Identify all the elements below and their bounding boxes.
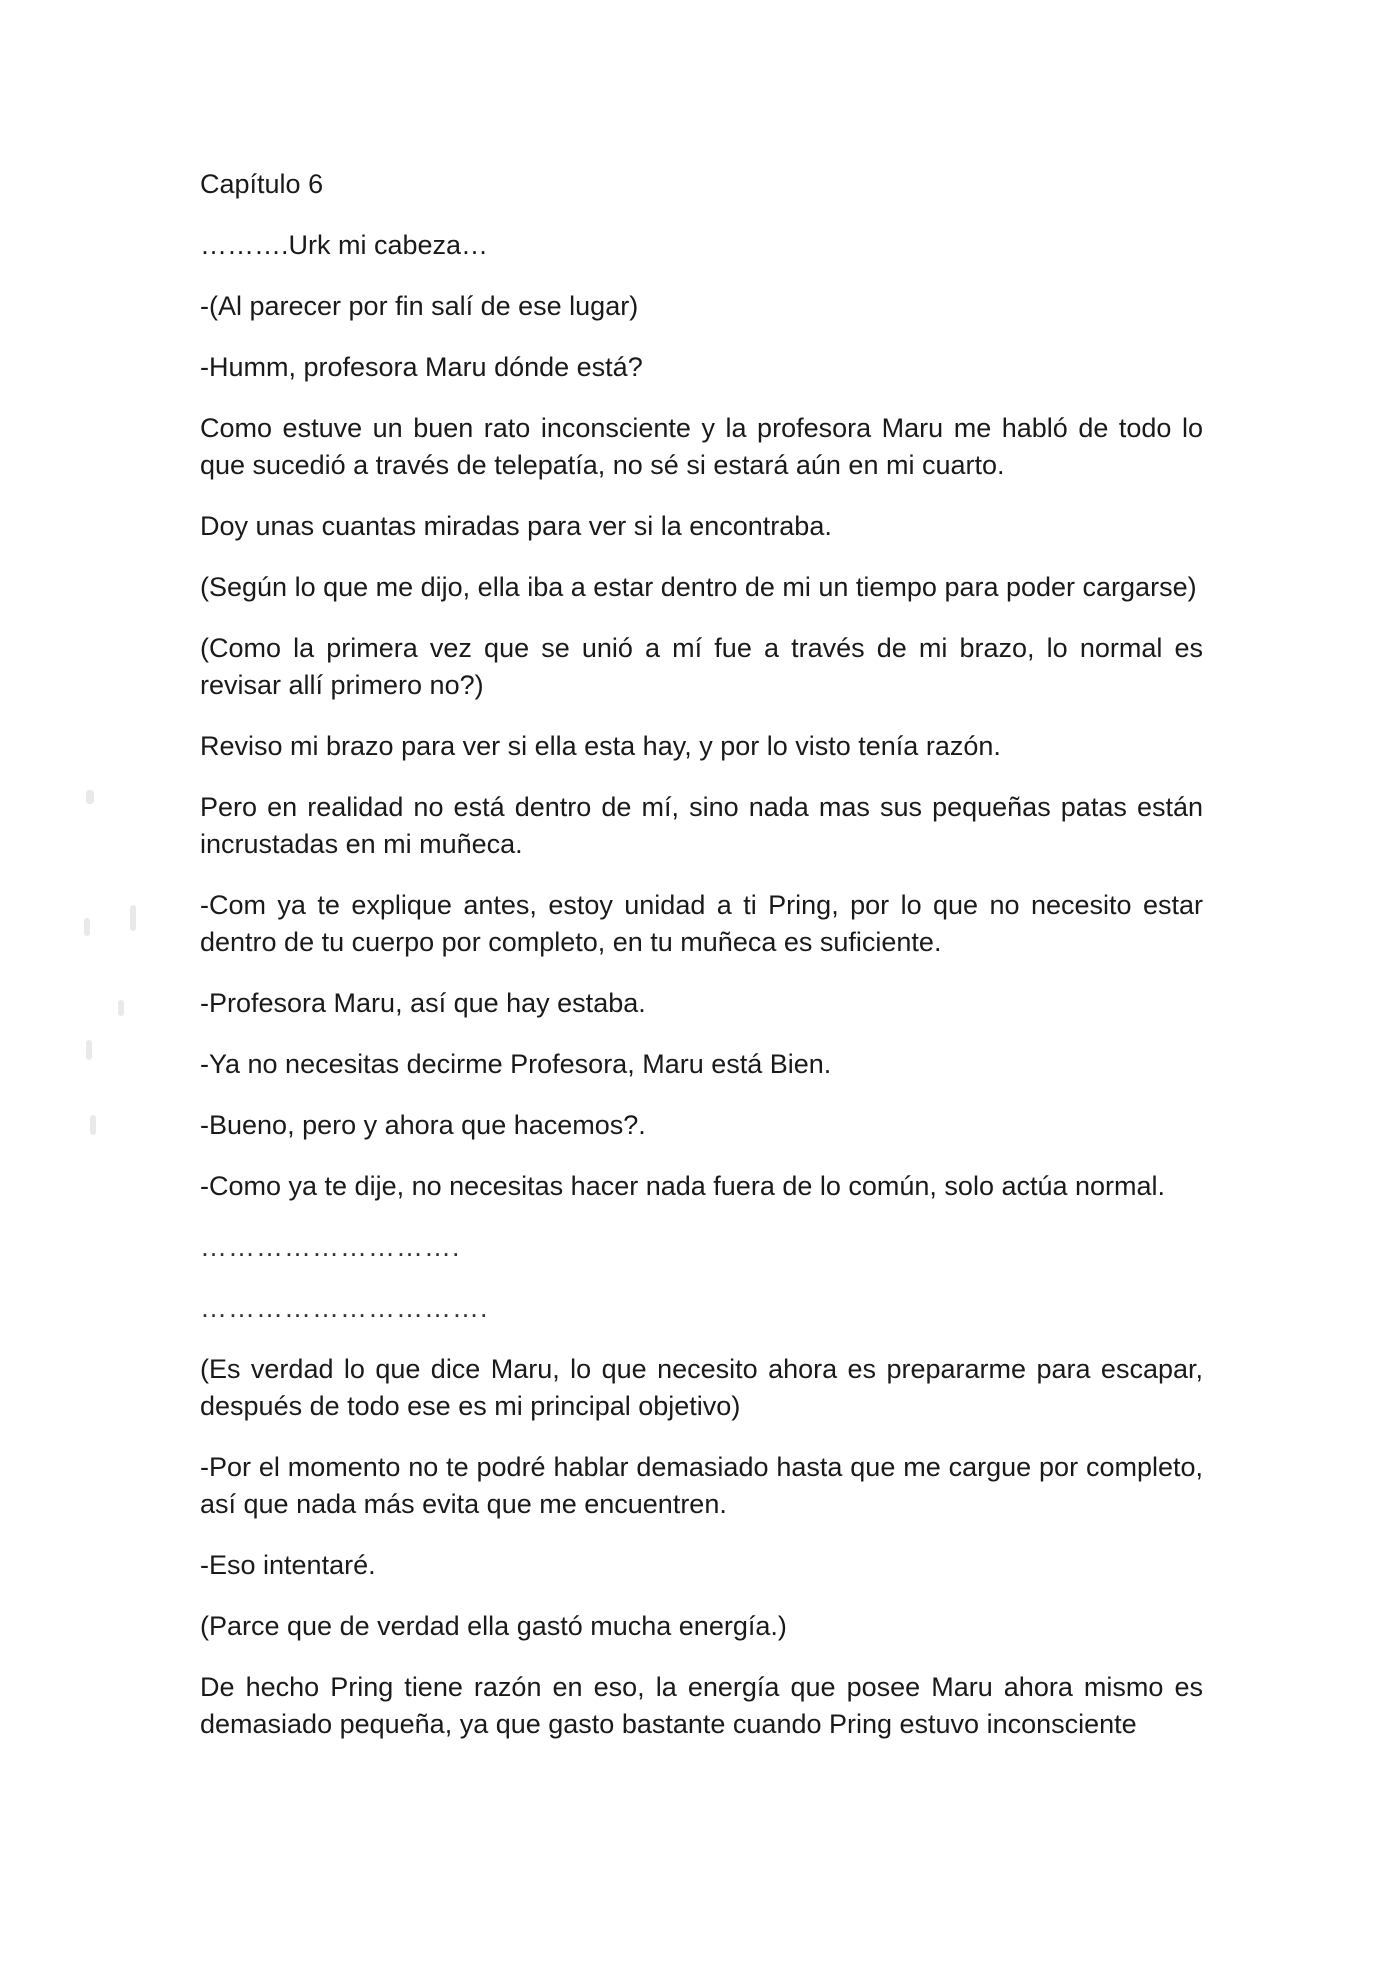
paragraph-18: -Por el momento no te podré hablar demasiado hasta que me cargue por completo, así que nada más evita que me encuentren. bbox=[200, 1452, 1203, 1519]
paragraph-8: Reviso mi brazo para ver si ella esta hay, y por lo visto tenía razón. bbox=[200, 731, 1001, 761]
paragraph-13: -Bueno, pero y ahora que hacemos?. bbox=[200, 1110, 646, 1140]
paragraph-3: -Humm, profesora Maru dónde está? bbox=[200, 352, 643, 382]
chapter-title: Capítulo 6 bbox=[200, 169, 324, 199]
paragraph-9: Pero en realidad no está dentro de mí, sino nada mas sus pequeñas patas están incrustadas en mi muñeca. bbox=[200, 792, 1203, 859]
scan-mark bbox=[84, 918, 90, 936]
paragraph-11: -Profesora Maru, así que hay estaba. bbox=[200, 988, 646, 1018]
scan-mark bbox=[86, 790, 94, 804]
paragraph-21: De hecho Pring tiene razón en eso, la energía que posee Maru ahora mismo es demasiado pequeña, ya que gasto bastante cuando Pring estuvo inconsciente bbox=[200, 1672, 1203, 1739]
paragraph-12: -Ya no necesitas decirme Profesora, Maru está Bien. bbox=[200, 1049, 832, 1079]
scan-mark bbox=[118, 1000, 124, 1016]
paragraph-14: -Como ya te dije, no necesitas hacer nada fuera de lo común, solo actúa normal. bbox=[200, 1171, 1166, 1201]
paragraph-4: Como estuve un buen rato inconsciente y la profesora Maru me habló de todo lo que sucedió a través de telepatía, no sé si estará aún en mi cuarto. bbox=[200, 413, 1203, 480]
document-body bbox=[200, 166, 1203, 1767]
ellipsis-line-1: ………………………. bbox=[200, 1232, 461, 1262]
scan-mark bbox=[90, 1115, 96, 1135]
scan-mark bbox=[130, 905, 136, 931]
scan-mark bbox=[86, 1040, 92, 1060]
paragraph-10: -Com ya te explique antes, estoy unidad a ti Pring, por lo que no necesito estar dentro de tu cuerpo por completo, en tu muñeca es suficiente. bbox=[200, 890, 1203, 957]
paragraph-19: -Eso intentaré. bbox=[200, 1550, 376, 1580]
paragraph-1: ……….Urk mi cabeza… bbox=[200, 230, 489, 260]
paragraph-7: (Como la primera vez que se unió a mí fue a través de mi brazo, lo normal es revisar allí primero no?) bbox=[200, 633, 1203, 700]
paragraph-2: -(Al parecer por fin salí de ese lugar) bbox=[200, 291, 639, 321]
paragraph-20: (Parce que de verdad ella gastó mucha energía.) bbox=[200, 1611, 787, 1641]
paragraph-17: (Es verdad lo que dice Maru, lo que necesito ahora es prepararme para escapar, después de todo ese es mi principal objetivo) bbox=[200, 1354, 1203, 1421]
ellipsis-line-2: …………………………. bbox=[200, 1293, 489, 1323]
paragraph-5: Doy unas cuantas miradas para ver si la encontraba. bbox=[200, 511, 832, 541]
paragraph-6: (Según lo que me dijo, ella iba a estar dentro de mi un tiempo para poder cargarse) bbox=[200, 572, 1197, 602]
